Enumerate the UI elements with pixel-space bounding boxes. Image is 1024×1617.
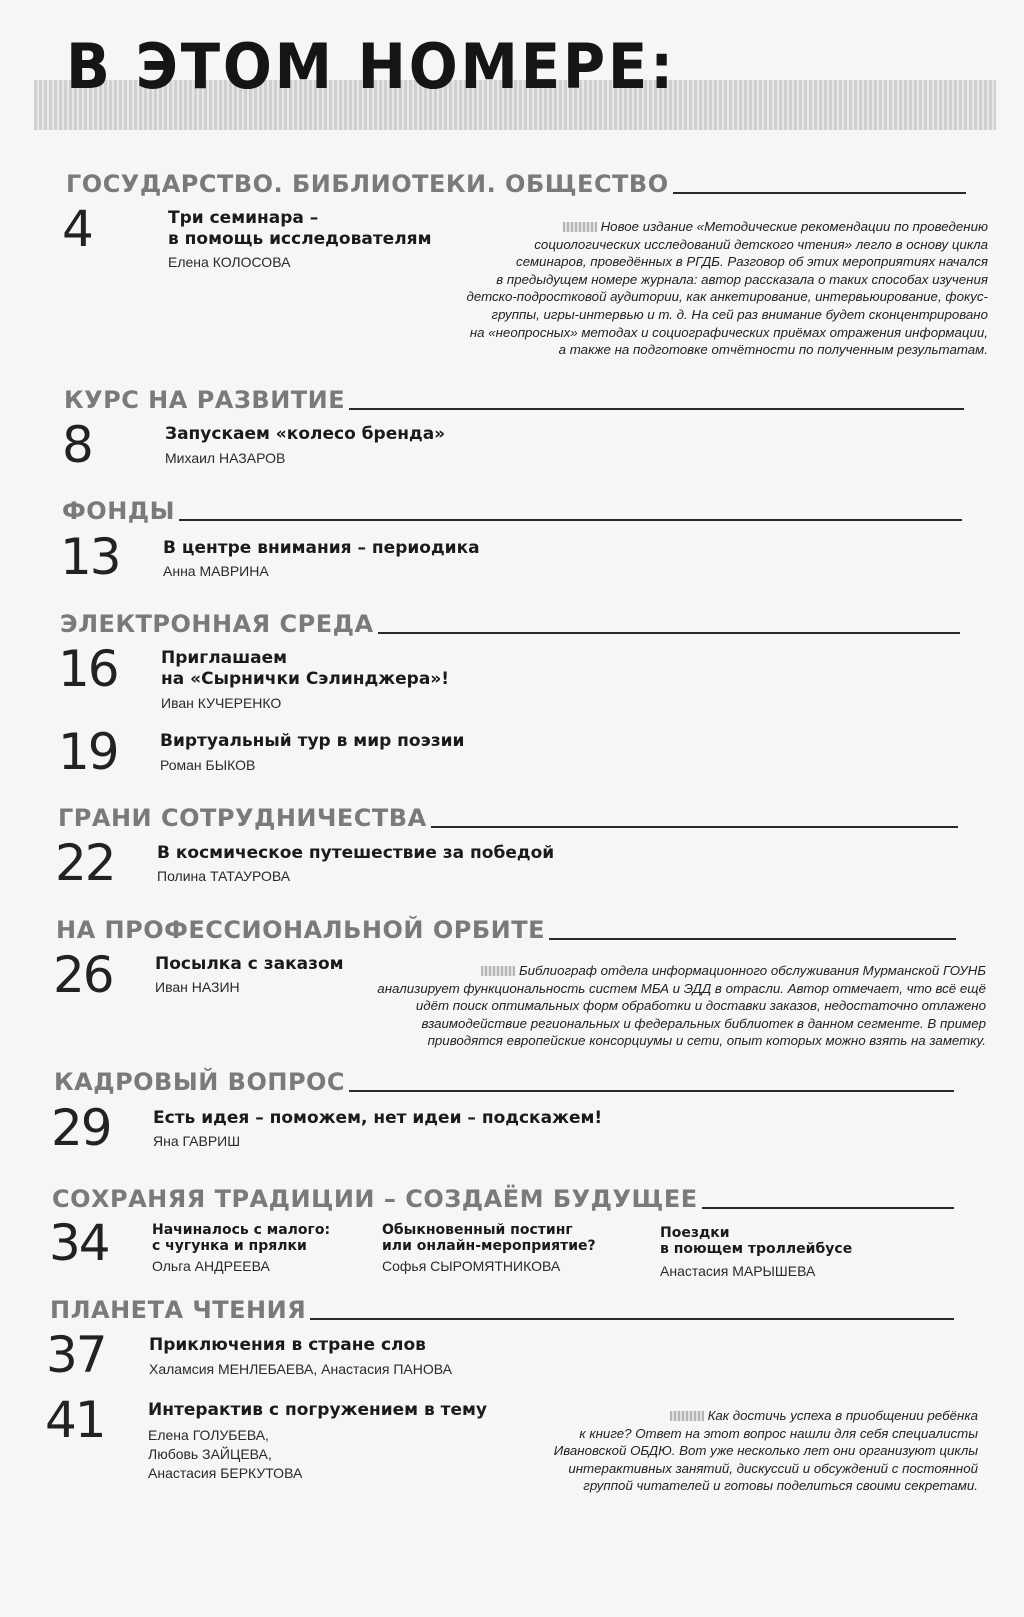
page-title: В ЭТОМ НОМЕРЕ: <box>66 30 676 103</box>
author-line: Анастасия БЕРКУТОВА <box>148 1465 303 1481</box>
article-title-line: Обыкновенный постинг <box>382 1222 573 1238</box>
article-title[interactable]: Посылка с заказом <box>155 954 344 974</box>
page-number: 29 <box>51 1099 111 1157</box>
section-title: ГРАНИ СОТРУДНИЧЕСТВА <box>58 804 427 832</box>
section-rule <box>179 519 962 521</box>
article-title[interactable] <box>382 1222 596 1254</box>
section-rule <box>549 938 956 940</box>
article-title-line: на «Сырнички Сэлинджера»! <box>161 669 450 689</box>
section-heading <box>56 918 956 942</box>
article-author: Яна ГАВРИШ <box>153 1133 241 1149</box>
section-rule <box>349 408 964 410</box>
article-title-line: в поющем троллейбусе <box>660 1241 853 1257</box>
blurb-line: в предыдущем номере журнала: автор рассказала о таких способах изучения <box>496 271 988 287</box>
section-rule <box>310 1318 954 1320</box>
article-author: Иван НАЗИН <box>155 979 240 995</box>
article-title-line: Начиналось с малого: <box>152 1222 331 1238</box>
article-author: Елена КОЛОСОВА <box>168 254 291 270</box>
blurb-marker-icon <box>481 966 515 976</box>
article-title[interactable]: Виртуальный тур в мир поэзии <box>160 731 465 751</box>
article-title[interactable] <box>161 648 449 690</box>
blurb-line: приводятся европейские консорциумы и сети, опыт которых можно взять на заметку. <box>427 1033 986 1049</box>
article-title[interactable] <box>152 1222 330 1254</box>
blurb-line: Новое издание «Методические рекомендации по проведению <box>600 219 988 234</box>
section-rule <box>702 1207 954 1209</box>
blurb-marker-icon <box>563 222 597 232</box>
blurb-line: на «неопросных» методах и социографических приёмах отражения информации, <box>469 324 988 340</box>
section-rule <box>349 1090 954 1092</box>
section-title: СОХРАНЯЯ ТРАДИЦИИ – СОЗДАЁМ БУДУЩЕЕ <box>52 1185 698 1213</box>
article-author: Полина ТАТАУРОВА <box>157 868 291 884</box>
blurb-line: идёт поиск оптимальных форм обработки и доставки заказов, недостаточно отлажено <box>415 998 986 1014</box>
section-title: НА ПРОФЕССИОНАЛЬНОЙ ОРБИТЕ <box>56 916 545 944</box>
article-title[interactable] <box>168 208 431 250</box>
article-author: Халамсия МЕНЛЕБАЕВА, Анастасия ПАНОВА <box>149 1361 452 1377</box>
blurb-line: Библиограф отдела информационного обслуживания Мурманской ГОУНБ <box>518 963 986 978</box>
section-title: ФОНДЫ <box>62 497 176 525</box>
page-number: 34 <box>49 1214 109 1272</box>
article-title-line: Поездки <box>660 1225 730 1241</box>
article-title-line: Три семинара – <box>168 208 319 228</box>
article-blurb <box>330 962 986 1050</box>
page-number: 19 <box>58 723 118 781</box>
article-title[interactable]: Интерактив с погружением в тему <box>148 1400 488 1420</box>
blurb-line: Как достичь успеха в приобщении ребёнка <box>707 1408 978 1423</box>
section-heading <box>50 1298 954 1322</box>
article-author: Анастасия МАРЫШЕВА <box>660 1263 816 1279</box>
blurb-line: социологических исследований детского чтения» легло в основу цикла <box>534 236 988 252</box>
article-title[interactable]: В космическое путешествие за победой <box>157 843 555 863</box>
section-heading <box>60 612 960 636</box>
blurb-line: Ивановской ОБДЮ. Вот уже несколько лет они организуют циклы <box>553 1443 978 1459</box>
blurb-marker-icon <box>670 1411 704 1421</box>
article-title-line: в помощь исследователям <box>168 229 432 249</box>
author-line: Любовь ЗАЙЦЕВА, <box>148 1446 272 1462</box>
section-heading <box>52 1187 954 1211</box>
section-heading <box>54 1070 954 1094</box>
blurb-line: к книге? Ответ на этот вопрос нашли для себя специалисты <box>579 1425 978 1441</box>
article-title[interactable]: Запускаем «колесо бренда» <box>165 424 446 444</box>
article-author <box>148 1426 302 1483</box>
section-title: КАДРОВЫЙ ВОПРОС <box>54 1068 346 1096</box>
blurb-line: группы, игры-интервью и т. д. На сей раз внимание будет сконцентрировано <box>491 306 988 322</box>
article-title-line: с чугунка и прялки <box>152 1238 307 1254</box>
blurb-line: семинаров, проведённых в РГДБ. Разговор об этих мероприятиях начался <box>516 254 988 270</box>
blurb-line: группой читателей и готовы поделиться своими секретами. <box>583 1478 978 1494</box>
section-title: ЭЛЕКТРОННАЯ СРЕДА <box>60 610 374 638</box>
page-number: 4 <box>62 200 92 258</box>
section-rule <box>378 632 960 634</box>
section-title: КУРС НА РАЗВИТИЕ <box>64 386 346 414</box>
article-title-line: Приглашаем <box>161 648 288 668</box>
blurb-line: взаимодействие региональных и федеральных библиотек в данном сегменте. В пример <box>421 1015 986 1031</box>
section-heading <box>66 172 966 196</box>
section-rule <box>673 192 966 194</box>
page-number: 8 <box>62 416 92 474</box>
article-author: Иван КУЧЕРЕНКО <box>161 695 282 711</box>
page-number: 37 <box>46 1326 106 1384</box>
section-heading <box>64 388 964 412</box>
page-number: 22 <box>55 834 115 892</box>
article-title[interactable]: Есть идея – поможем, нет идеи – подскажем! <box>153 1108 603 1128</box>
article-title[interactable] <box>660 1225 852 1257</box>
article-author: Софья СЫРОМЯТНИКОВА <box>382 1258 561 1274</box>
page-number: 26 <box>53 946 113 1004</box>
section-rule <box>431 826 958 828</box>
article-author: Анна МАВРИНА <box>163 563 269 579</box>
article-blurb <box>530 1407 978 1495</box>
article-title-line: или онлайн-мероприятие? <box>382 1238 596 1254</box>
page-number: 13 <box>60 528 120 586</box>
section-heading <box>58 806 958 830</box>
author-line: Елена ГОЛУБЕВА, <box>148 1427 269 1443</box>
blurb-line: анализирует функциональность систем МБА и ЭДД в отрасли. Автор отмечает, что всё ещё <box>377 980 986 996</box>
article-title[interactable]: В центре внимания – периодика <box>163 538 480 558</box>
article-author: Роман БЫКОВ <box>160 757 256 773</box>
page-number: 16 <box>58 640 118 698</box>
page-number: 41 <box>45 1391 105 1449</box>
article-blurb <box>410 218 988 359</box>
section-heading <box>62 499 962 523</box>
article-author: Ольга АНДРЕЕВА <box>152 1258 270 1274</box>
blurb-line: интерактивных занятий, дискуссий и обсуждений с постоянной <box>568 1460 978 1476</box>
article-title[interactable]: Приключения в стране слов <box>149 1335 426 1355</box>
section-title: ПЛАНЕТА ЧТЕНИЯ <box>50 1296 307 1324</box>
article-author: Михаил НАЗАРОВ <box>165 450 286 466</box>
section-title: ГОСУДАРСТВО. БИБЛИОТЕКИ. ОБЩЕСТВО <box>66 170 669 198</box>
blurb-line: а также на подготовке отчётности по полученным результатам. <box>558 342 988 358</box>
blurb-line: детско-подростковой аудитории, как анкетирование, интервьюирование, фокус- <box>466 289 988 305</box>
